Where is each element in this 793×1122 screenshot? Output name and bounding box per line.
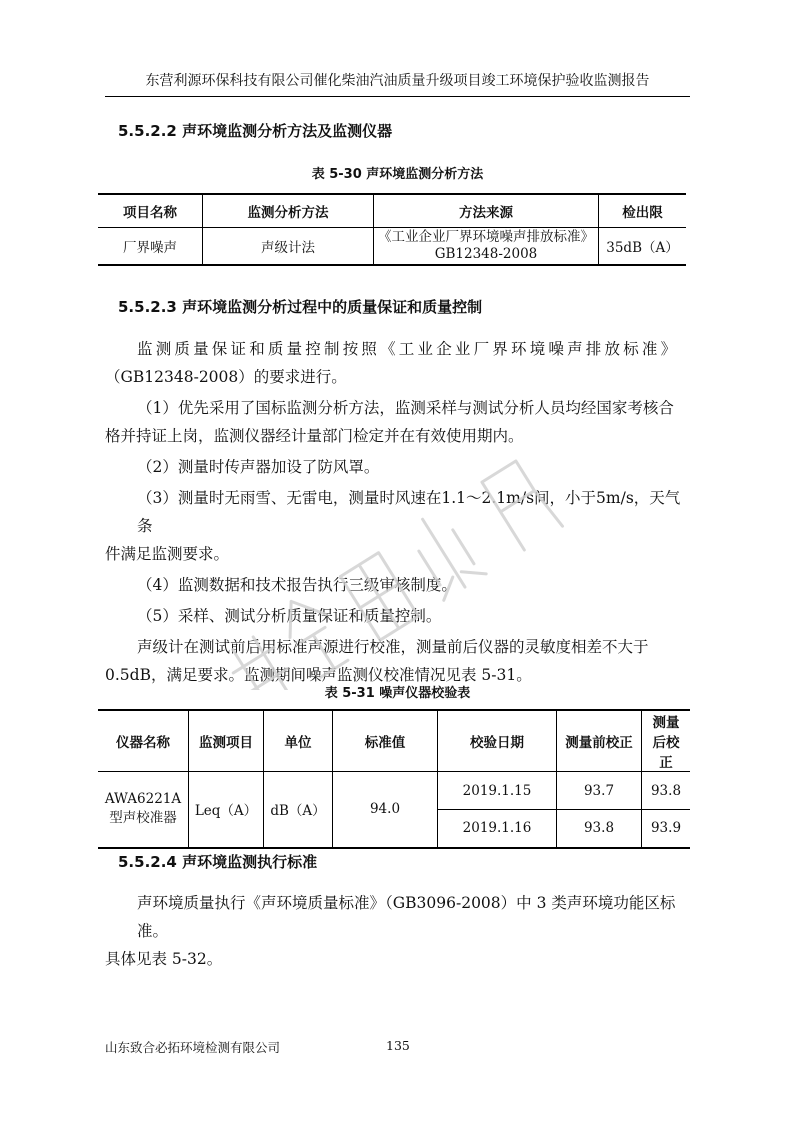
table2-cell-instrument bbox=[98, 772, 189, 848]
table2-instrument-model: AWA6221A bbox=[104, 791, 182, 808]
table2-header-item: 监测项目 bbox=[189, 710, 264, 772]
header-divider bbox=[105, 96, 690, 97]
page-header-title: 东营利源环保科技有限公司催化柴油汽油质量升级项目竣工环境保护验收监测报告 bbox=[145, 73, 650, 89]
paragraph-p8-line1: 声环境质量执行《声环境质量标准》（GB3096-2008）中 3 类声环境功能区标准。 bbox=[137, 894, 676, 940]
table1-cell-limit: 35dB（A） bbox=[599, 227, 687, 265]
table1-source-code: GB12348-2008 bbox=[434, 245, 538, 262]
table1-header-item: 项目名称 bbox=[98, 194, 203, 227]
table2-cell-standard: 94.0 bbox=[333, 772, 438, 848]
paragraph-p4-line1: （3）测量时无雨雪、无雷电，测量时风速在1.1～2.1m/s间，小于5m/s，天气条 bbox=[137, 489, 681, 535]
paragraph-p4-line2: 件满足监测要求。 bbox=[105, 545, 230, 563]
paragraph-p6: （5）采样、测试分析质量保证和质量控制。 bbox=[137, 607, 442, 625]
footer-company: 山东致合必拓环境检测有限公司 bbox=[105, 1040, 281, 1055]
table1-cell-method: 声级计法 bbox=[203, 227, 374, 265]
table-5-30-caption: 表 5-30 声环境监测分析方法 bbox=[311, 167, 484, 182]
table1-source-title: 《工业企业厂界环境噪声排放标准》 bbox=[378, 228, 594, 245]
table2-cell-before: 93.8 bbox=[557, 810, 642, 848]
section-heading-5-5-2-4: 5.5.2.4 声环境监测执行标准 bbox=[118, 853, 318, 871]
table1-cell-source bbox=[374, 227, 599, 265]
table2-cell-after: 93.9 bbox=[642, 810, 691, 848]
table-5-31-caption: 表 5-31 噪声仪器校验表 bbox=[324, 686, 471, 701]
section-heading-5-5-2-3: 5.5.2.3 声环境监测分析过程中的质量保证和质量控制 bbox=[118, 298, 483, 316]
table2-header-instrument: 仪器名称 bbox=[98, 710, 189, 772]
table2-cell-after: 93.8 bbox=[642, 772, 691, 810]
paragraph-p2-line1: （1）优先采用了国标监测分析方法，监测采样与测试分析人员均经国家考核合 bbox=[137, 399, 674, 417]
table2-cell-unit: dB（A） bbox=[264, 772, 333, 848]
table2-cell-before: 93.7 bbox=[557, 772, 642, 810]
paragraph-p5: （4）监测数据和技术报告执行三级审核制度。 bbox=[137, 576, 457, 594]
table2-header-date: 校验日期 bbox=[438, 710, 557, 772]
table2-header-unit: 单位 bbox=[264, 710, 333, 772]
paragraph-p1-line1: 监测质量保证和质量控制按照《工业企业厂界环境噪声排放标准》 bbox=[137, 340, 680, 358]
table2-cell-date: 2019.1.16 bbox=[438, 810, 557, 848]
page-number: 135 bbox=[386, 1038, 410, 1053]
table2-instrument-type: 型声校准器 bbox=[109, 810, 177, 827]
section-heading-5-5-2-2: 5.5.2.2 声环境监测分析方法及监测仪器 bbox=[118, 122, 393, 140]
table2-header-after: 测量后校正 bbox=[642, 710, 691, 772]
paragraph-p7-line2: 0.5dB，满足要求。监测期间噪声监测仪校准情况见表 5-31。 bbox=[105, 666, 532, 684]
table2-cell-item: Leq（A） bbox=[189, 772, 264, 848]
table1-cell-item: 厂界噪声 bbox=[98, 227, 203, 265]
paragraph-p7-line1: 声级计在测试前后用标准声源进行校准，测量前后仪器的灵敏度相差不大于 bbox=[137, 638, 649, 656]
table1-header-limit: 检出限 bbox=[599, 194, 687, 227]
table2-header-before: 测量前校正 bbox=[557, 710, 642, 772]
standard-body bbox=[105, 889, 697, 973]
paragraph-p3: （2）测量时传声器加设了防风罩。 bbox=[137, 458, 380, 476]
paragraph-p2-line2: 格并持证上岗，监测仪器经计量部门检定并在有效使用期内。 bbox=[105, 427, 524, 445]
table1-header-method: 监测分析方法 bbox=[203, 194, 374, 227]
paragraph-p8-line2: 具体见表 5-32。 bbox=[105, 950, 223, 968]
table-5-30 bbox=[98, 193, 686, 266]
paragraph-p1-line2: （GB12348-2008）的要求进行。 bbox=[105, 368, 347, 386]
table1-header-source: 方法来源 bbox=[374, 194, 599, 227]
table2-header-standard: 标准值 bbox=[333, 710, 438, 772]
quality-control-body bbox=[105, 335, 695, 689]
table2-cell-date: 2019.1.15 bbox=[438, 772, 557, 810]
table-5-31 bbox=[98, 709, 690, 849]
